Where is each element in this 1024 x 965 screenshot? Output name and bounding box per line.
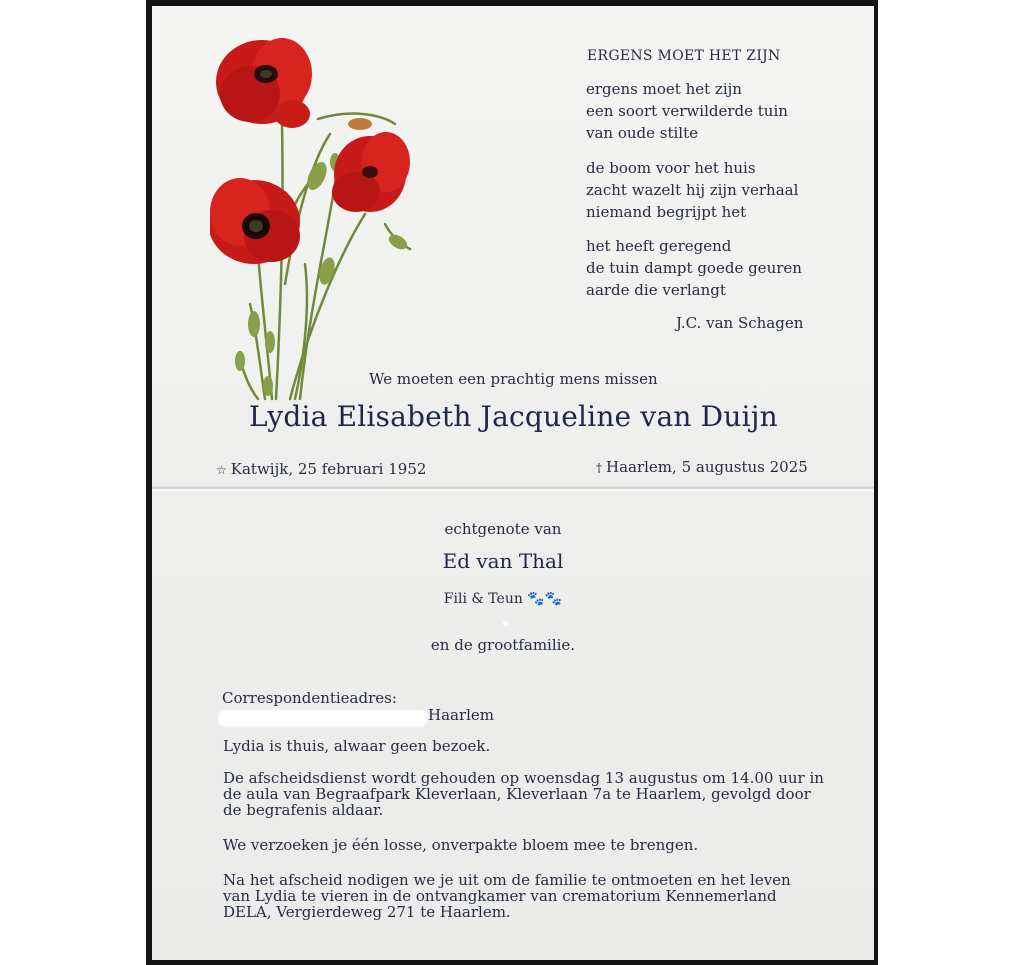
poem-stanza-2 — [586, 157, 798, 223]
poem-line: aarde die verlangt — [586, 281, 726, 299]
white-dot-mark — [503, 621, 508, 626]
text-line: De afscheidsdienst wordt gehouden op woensdag 13 augustus om 14.00 uur in — [223, 769, 824, 787]
poem-line: de boom voor het huis — [586, 159, 756, 177]
poppy-flowers-image — [210, 24, 420, 404]
poem-line: ergens moet het zijn — [586, 80, 742, 98]
poem-author: J.C. van Schagen — [676, 314, 804, 332]
cross-icon: † — [596, 461, 602, 475]
poem-line: de tuin dampt goede geuren — [586, 259, 802, 277]
correspondence-city: Haarlem — [428, 706, 495, 724]
extended-family: en de grootfamilie. — [430, 636, 576, 654]
text-line: de begrafenis aldaar. — [223, 801, 384, 819]
death-info — [596, 458, 808, 476]
poem-line: van oude stilte — [586, 124, 699, 142]
poem-line: zacht wazelt hij zijn verhaal — [586, 181, 799, 199]
poem-stanza-3 — [586, 235, 802, 301]
service-details — [223, 770, 824, 818]
poem-line: een soort verwilderde tuin — [586, 102, 788, 120]
deceased-name: Lydia Elisabeth Jacqueline van Duijn — [249, 400, 778, 433]
text-line: van Lydia te vieren in de ontvangkamer van crematorium Kennemerland — [223, 887, 777, 905]
correspondence-label: Correspondentieadres: — [222, 689, 397, 707]
funeral-card — [152, 6, 874, 960]
announcement-intro: We moeten een prachtig mens missen — [369, 370, 658, 388]
death-text: Haarlem, 5 augustus 2025 — [606, 458, 808, 476]
text-line: de aula van Begraafpark Kleverlaan, Kleverlaan 7a te Haarlem, gevolgd door — [223, 785, 811, 803]
spouse-label: echtgenote van — [444, 520, 562, 538]
poppy-illustration — [210, 24, 420, 404]
pets-line: Fili & Teun 🐾🐾 — [443, 591, 563, 607]
paper-fold-crease — [152, 486, 874, 492]
poem-title: ERGENS MOET HET ZIJN — [587, 48, 781, 64]
text-line: Na het afscheid nodigen we je uit om de familie te ontmoeten en het leven — [223, 871, 791, 889]
star-icon: ☆ — [216, 463, 227, 477]
birth-info — [216, 460, 426, 478]
visit-note: Lydia is thuis, alwaar geen bezoek. — [223, 737, 491, 755]
text-line: DELA, Vergierdeweg 271 te Haarlem. — [223, 903, 511, 921]
poem-stanza-1 — [586, 78, 788, 144]
birth-text: Katwijk, 25 februari 1952 — [230, 460, 427, 478]
poem-line: het heeft geregend — [586, 237, 732, 255]
gathering-details — [223, 872, 791, 920]
flower-request: We verzoeken je één losse, onverpakte bloem mee te brengen. — [223, 836, 699, 854]
redacted-address — [218, 710, 428, 727]
spouse-name: Ed van Thal — [442, 549, 564, 573]
poem-line: niemand begrijpt het — [586, 203, 747, 221]
